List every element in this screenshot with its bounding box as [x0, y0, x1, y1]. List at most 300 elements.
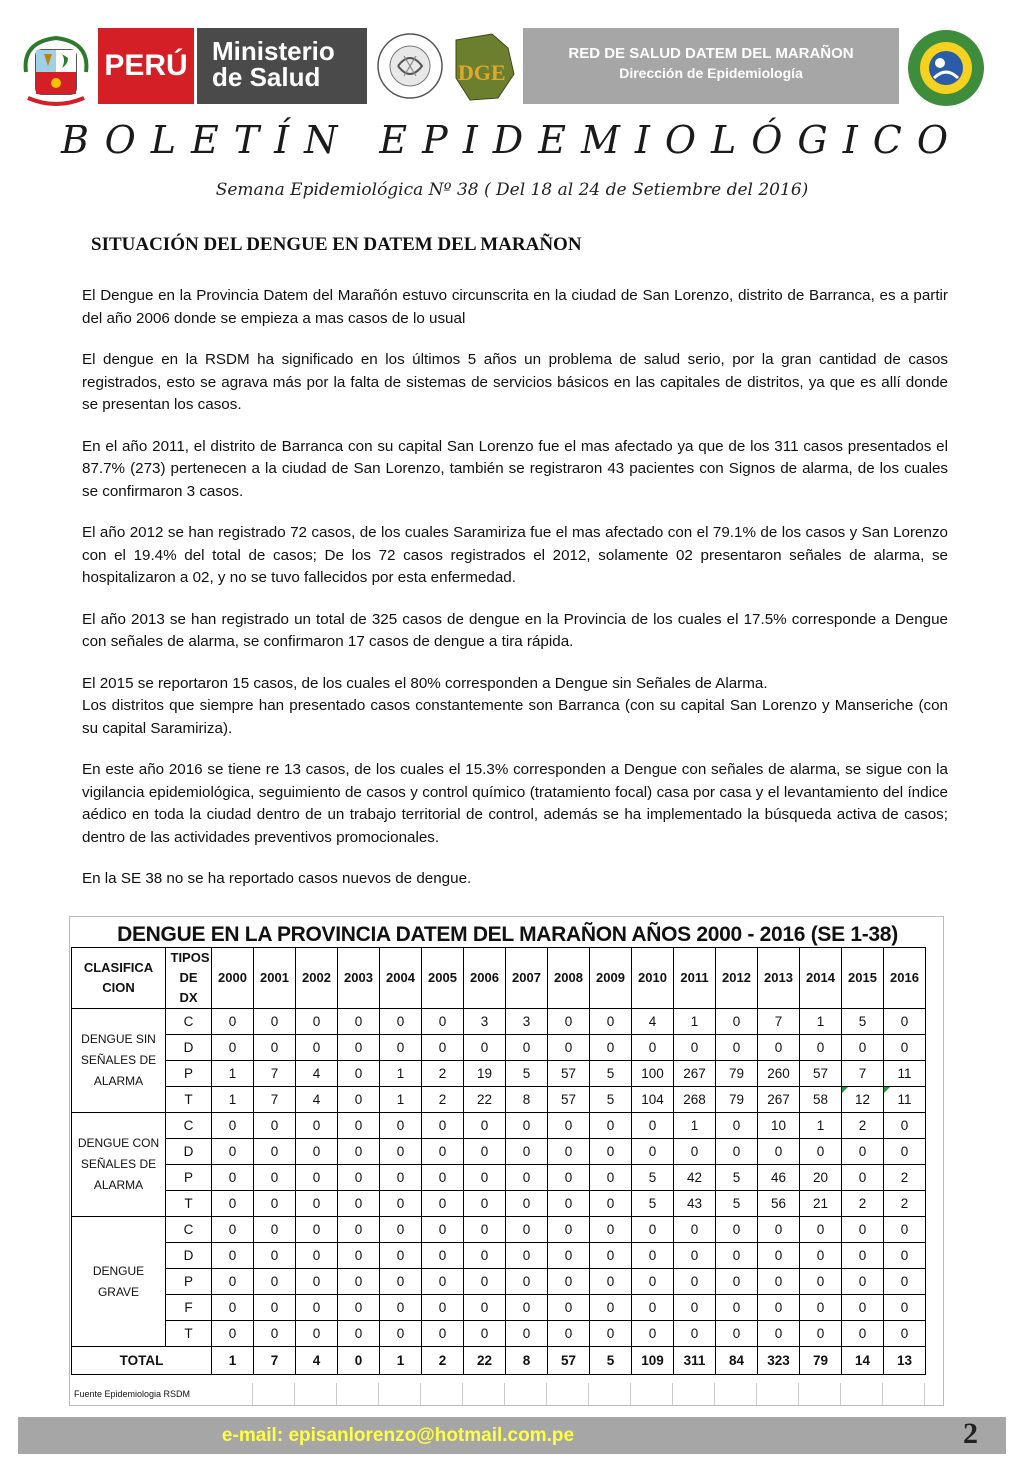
value-cell: 0: [296, 1139, 338, 1165]
total-cell: 5: [590, 1347, 632, 1375]
total-cell: 0: [338, 1347, 380, 1375]
value-cell: 0: [338, 1295, 380, 1321]
red-de-salud-banner: [523, 28, 899, 104]
year-header: 2002: [296, 948, 338, 1009]
value-cell: 0: [548, 1217, 590, 1243]
value-cell: 0: [380, 1217, 422, 1243]
value-cell: 0: [338, 1243, 380, 1269]
value-cell: 0: [338, 1321, 380, 1347]
value-cell: 58: [800, 1087, 842, 1113]
value-cell: 0: [422, 1035, 464, 1061]
value-cell: 0: [464, 1243, 506, 1269]
tipo-cell: D: [166, 1139, 212, 1165]
value-cell: 0: [548, 1139, 590, 1165]
paragraph: El 2015 se reportaron 15 casos, de los cuales el 80% corresponden a Dengue sin Señales de Alarma.: [82, 674, 768, 692]
value-cell: 0: [422, 1217, 464, 1243]
value-cell: 4: [296, 1087, 338, 1113]
value-cell: 0: [758, 1139, 800, 1165]
value-cell: 0: [422, 1165, 464, 1191]
value-cell: 0: [842, 1035, 884, 1061]
value-cell: 1: [674, 1009, 716, 1035]
table-row: [72, 1269, 926, 1295]
value-cell: 1: [212, 1061, 254, 1087]
total-cell: 311: [674, 1347, 716, 1375]
total-cell: 57: [548, 1347, 590, 1375]
value-cell: 0: [842, 1243, 884, 1269]
value-cell: 0: [758, 1295, 800, 1321]
year-header: 2015: [842, 948, 884, 1009]
value-cell: 0: [338, 1009, 380, 1035]
value-cell: 0: [422, 1139, 464, 1165]
year-header: 2005: [422, 948, 464, 1009]
value-cell: 0: [716, 1217, 758, 1243]
value-cell: 0: [506, 1113, 548, 1139]
year-header: 2010: [632, 948, 674, 1009]
header: [0, 18, 1024, 118]
minsa-label-1: Ministerio: [212, 36, 335, 66]
value-cell: 0: [212, 1035, 254, 1061]
value-cell: 0: [548, 1113, 590, 1139]
value-cell: 0: [842, 1269, 884, 1295]
value-cell: 42: [674, 1165, 716, 1191]
value-cell: 0: [380, 1035, 422, 1061]
value-cell: 0: [296, 1165, 338, 1191]
source-grid-line: [211, 1383, 253, 1405]
value-cell: 2: [884, 1165, 926, 1191]
value-cell: 260: [758, 1061, 800, 1087]
value-cell: 0: [380, 1295, 422, 1321]
value-cell: 0: [212, 1113, 254, 1139]
value-cell: 0: [716, 1035, 758, 1061]
value-cell: 0: [254, 1295, 296, 1321]
table-row: [72, 1035, 926, 1061]
value-cell: 43: [674, 1191, 716, 1217]
value-cell: 0: [506, 1165, 548, 1191]
value-cell: 0: [254, 1009, 296, 1035]
value-cell: 0: [716, 1113, 758, 1139]
year-header: 2007: [506, 948, 548, 1009]
value-cell: 0: [380, 1139, 422, 1165]
peru-logo: [98, 28, 194, 104]
value-cell: 0: [884, 1243, 926, 1269]
value-cell: 1: [212, 1087, 254, 1113]
value-cell: 5: [590, 1061, 632, 1087]
peru-label: PERÚ: [104, 49, 188, 82]
value-cell: 0: [548, 1243, 590, 1269]
value-cell: 0: [590, 1009, 632, 1035]
value-cell: 7: [254, 1087, 296, 1113]
dge-text: DGE: [458, 60, 506, 85]
value-cell: 0: [674, 1217, 716, 1243]
source-grid-line: [631, 1383, 673, 1405]
value-cell: 0: [464, 1321, 506, 1347]
value-cell: 21: [800, 1191, 842, 1217]
table-header-row: [72, 948, 926, 1009]
value-cell: 0: [590, 1295, 632, 1321]
value-cell: 0: [338, 1113, 380, 1139]
total-cell: 2: [422, 1347, 464, 1375]
value-cell: 0: [380, 1243, 422, 1269]
total-cell: 109: [632, 1347, 674, 1375]
value-cell: 12: [842, 1087, 884, 1113]
paragraph: Los distritos que siempre han presentado casos constantemente son Barranca (con su capital San Lorenzo y Manseriche (con su capital Saramiriza).: [82, 697, 948, 737]
table-row: [72, 1191, 926, 1217]
ministerio-de-salud-logo: [197, 28, 367, 104]
value-cell: 0: [674, 1269, 716, 1295]
tipo-cell: T: [166, 1321, 212, 1347]
value-cell: 7: [254, 1061, 296, 1087]
value-cell: 0: [548, 1165, 590, 1191]
table-row: [72, 1295, 926, 1321]
dengue-cases-table: [71, 947, 926, 1375]
paragraph: El año 2013 se han registrado un total de 325 casos de dengue en la Provincia de los cuales el 17.5% corresponde a Dengue con señales de alarma, se confirmaron 17 casos de dengue a tira rápida.: [82, 610, 948, 650]
value-cell: 0: [800, 1139, 842, 1165]
value-cell: 0: [254, 1191, 296, 1217]
value-cell: 0: [758, 1243, 800, 1269]
value-cell: 0: [212, 1295, 254, 1321]
value-cell: 5: [590, 1087, 632, 1113]
value-cell: 0: [548, 1035, 590, 1061]
tipo-cell: T: [166, 1087, 212, 1113]
value-cell: 1: [800, 1009, 842, 1035]
tipo-cell: C: [166, 1009, 212, 1035]
value-cell: 0: [254, 1217, 296, 1243]
value-cell: 0: [338, 1035, 380, 1061]
value-cell: 79: [716, 1087, 758, 1113]
value-cell: 0: [212, 1165, 254, 1191]
value-cell: 0: [506, 1139, 548, 1165]
total-cell: 1: [212, 1347, 254, 1375]
footer: [18, 1417, 1006, 1454]
peru-coat-of-arms-logo: [18, 32, 94, 112]
table-row: [72, 1217, 926, 1243]
value-cell: 7: [842, 1061, 884, 1087]
value-cell: 267: [674, 1061, 716, 1087]
value-cell: 0: [296, 1217, 338, 1243]
value-cell: 3: [506, 1009, 548, 1035]
value-cell: 0: [380, 1191, 422, 1217]
value-cell: 20: [800, 1165, 842, 1191]
table-title: DENGUE EN LA PROVINCIA DATEM DEL MARAÑON AÑOS 2000 - 2016 (SE 1-38): [117, 923, 898, 946]
value-cell: 0: [800, 1243, 842, 1269]
value-cell: 0: [338, 1165, 380, 1191]
table-row: [72, 1061, 926, 1087]
bulletin-title: BOLETÍN EPIDEMIOLÓGICO: [60, 118, 964, 162]
header-clasificacion: [72, 948, 166, 1009]
value-cell: 0: [548, 1009, 590, 1035]
value-cell: 267: [758, 1087, 800, 1113]
year-header: 2013: [758, 948, 800, 1009]
value-cell: 0: [590, 1269, 632, 1295]
value-cell: 0: [884, 1139, 926, 1165]
value-cell: 19: [464, 1061, 506, 1087]
value-cell: 0: [842, 1139, 884, 1165]
value-cell: 7: [758, 1009, 800, 1035]
value-cell: 57: [800, 1061, 842, 1087]
value-cell: 0: [674, 1035, 716, 1061]
value-cell: 0: [674, 1243, 716, 1269]
tipo-cell: C: [166, 1113, 212, 1139]
value-cell: 56: [758, 1191, 800, 1217]
value-cell: 0: [716, 1321, 758, 1347]
value-cell: 0: [632, 1113, 674, 1139]
value-cell: 0: [296, 1113, 338, 1139]
value-cell: 0: [590, 1139, 632, 1165]
value-cell: 0: [506, 1217, 548, 1243]
value-cell: 0: [716, 1009, 758, 1035]
value-cell: 0: [380, 1165, 422, 1191]
year-header: 2016: [884, 948, 926, 1009]
year-header: 2003: [338, 948, 380, 1009]
header-clasificacion-label: CLASIFICACION: [83, 960, 154, 995]
total-cell: 1: [380, 1347, 422, 1375]
value-cell: 0: [758, 1035, 800, 1061]
value-cell: 0: [422, 1269, 464, 1295]
value-cell: 0: [212, 1191, 254, 1217]
value-cell: 0: [548, 1295, 590, 1321]
year-header: 2008: [548, 948, 590, 1009]
value-cell: 1: [380, 1061, 422, 1087]
value-cell: 0: [548, 1321, 590, 1347]
value-cell: 0: [254, 1165, 296, 1191]
minsa-label-2: de Salud: [212, 62, 321, 92]
value-cell: 0: [296, 1321, 338, 1347]
value-cell: 0: [506, 1243, 548, 1269]
value-cell: 0: [422, 1191, 464, 1217]
value-cell: 0: [842, 1165, 884, 1191]
total-cell: 22: [464, 1347, 506, 1375]
value-cell: 0: [464, 1113, 506, 1139]
tipo-cell: F: [166, 1295, 212, 1321]
header-tipos: [166, 948, 212, 1009]
value-cell: 5: [716, 1191, 758, 1217]
value-cell: 46: [758, 1165, 800, 1191]
source-grid-line: [883, 1383, 925, 1405]
value-cell: 5: [506, 1061, 548, 1087]
value-cell: 0: [800, 1295, 842, 1321]
value-cell: 0: [842, 1217, 884, 1243]
value-cell: 0: [338, 1217, 380, 1243]
value-cell: 0: [296, 1243, 338, 1269]
value-cell: 268: [674, 1087, 716, 1113]
value-cell: 0: [212, 1139, 254, 1165]
table-row: [72, 1087, 926, 1113]
value-cell: 0: [506, 1035, 548, 1061]
value-cell: 0: [506, 1295, 548, 1321]
group-label: DENGUE GRAVE: [72, 1217, 166, 1347]
table-source: Fuente Epidemiologia RSDM: [74, 1389, 191, 1399]
value-cell: 0: [254, 1113, 296, 1139]
value-cell: 2: [422, 1087, 464, 1113]
value-cell: 0: [758, 1321, 800, 1347]
value-cell: 0: [758, 1217, 800, 1243]
total-cell: 7: [254, 1347, 296, 1375]
value-cell: 5: [842, 1009, 884, 1035]
value-cell: 0: [716, 1243, 758, 1269]
value-cell: 0: [464, 1295, 506, 1321]
value-cell: 0: [590, 1321, 632, 1347]
year-header: 2011: [674, 948, 716, 1009]
value-cell: 5: [716, 1165, 758, 1191]
value-cell: 0: [632, 1035, 674, 1061]
value-cell: 0: [632, 1295, 674, 1321]
table-source-row: [71, 1383, 944, 1405]
value-cell: 104: [632, 1087, 674, 1113]
value-cell: 0: [632, 1269, 674, 1295]
value-cell: 11: [884, 1061, 926, 1087]
value-cell: 0: [716, 1139, 758, 1165]
page-number: 2: [963, 1417, 978, 1450]
value-cell: 2: [842, 1191, 884, 1217]
value-cell: 0: [506, 1191, 548, 1217]
source-grid-line: [505, 1383, 547, 1405]
value-cell: 0: [296, 1009, 338, 1035]
value-cell: 0: [380, 1321, 422, 1347]
value-cell: 1: [674, 1113, 716, 1139]
value-cell: 0: [254, 1243, 296, 1269]
value-cell: 0: [422, 1321, 464, 1347]
value-cell: 0: [800, 1321, 842, 1347]
value-cell: 0: [380, 1269, 422, 1295]
value-cell: 0: [296, 1191, 338, 1217]
value-cell: 0: [464, 1269, 506, 1295]
value-cell: 0: [338, 1191, 380, 1217]
table-row: [72, 1139, 926, 1165]
source-grid-line: [841, 1383, 883, 1405]
source-grid-line: [673, 1383, 715, 1405]
source-grid-line: [547, 1383, 589, 1405]
value-cell: 0: [758, 1269, 800, 1295]
source-grid-line: [337, 1383, 379, 1405]
value-cell: 1: [380, 1087, 422, 1113]
tipo-cell: T: [166, 1191, 212, 1217]
renace-logo: [374, 26, 446, 110]
value-cell: 0: [212, 1321, 254, 1347]
value-cell: 0: [338, 1269, 380, 1295]
value-cell: 0: [590, 1217, 632, 1243]
value-cell: 5: [632, 1165, 674, 1191]
value-cell: 0: [254, 1269, 296, 1295]
source-grid-line: [379, 1383, 421, 1405]
total-cell: 323: [758, 1347, 800, 1375]
source-grid-line: [295, 1383, 337, 1405]
paragraph: El dengue en la RSDM ha significado en los últimos 5 años un problema de salud serio, por la gran cantidad de casos registrados, esto se agrava más por la falta de sistemas de servicios básicos en las capitales de distritos, ya que es allí donde se presentan los casos.: [82, 351, 948, 413]
tipo-cell: P: [166, 1269, 212, 1295]
value-cell: 0: [590, 1165, 632, 1191]
value-cell: 4: [632, 1009, 674, 1035]
value-cell: 0: [884, 1035, 926, 1061]
dengue-table-panel: [69, 916, 944, 1406]
value-cell: 0: [422, 1243, 464, 1269]
value-cell: 0: [884, 1009, 926, 1035]
value-cell: 57: [548, 1087, 590, 1113]
value-cell: 0: [464, 1139, 506, 1165]
table-total-row: [72, 1347, 926, 1375]
paragraph: En el año 2011, el distrito de Barranca con su capital San Lorenzo fue el mas afectado ya que de los 311 casos presentados el 87.7% (273) pertenecen a la ciudad de San Lorenzo, también se registraron 43 pacientes con Signos de alarma, de los cuales se confirmaron 3 casos.: [82, 437, 948, 500]
value-cell: 0: [464, 1191, 506, 1217]
group-label: DENGUE SIN SEÑALES DE ALARMA: [72, 1009, 166, 1113]
value-cell: 0: [212, 1009, 254, 1035]
source-grid-line: [589, 1383, 631, 1405]
table-row: [72, 1009, 926, 1035]
value-cell: 4: [296, 1061, 338, 1087]
bulletin-subtitle: Semana Epidemiológica Nº 38 ( Del 18 al 24 de Setiembre del 2016): [215, 180, 809, 200]
paragraph: En este año 2016 se tiene re 13 casos, de los cuales el 15.3% corresponden a Dengue con señales de alarma, se sigue con la vigilancia epidemiológica, seguimiento de casos y control químico (tratamiento focal) casa por casa y el levantamiento del índice aédico en toda la ciudad dentro de un trabajo territorial de control, además se ha implementado la búsqueda activa de casos; dentro de las actividades preventivos promocionales.: [82, 761, 948, 846]
value-cell: 0: [464, 1217, 506, 1243]
source-grid-line: [757, 1383, 799, 1405]
total-cell: 13: [884, 1347, 926, 1375]
value-cell: 0: [296, 1295, 338, 1321]
total-cell: 14: [842, 1347, 884, 1375]
value-cell: 0: [338, 1061, 380, 1087]
value-cell: 0: [422, 1295, 464, 1321]
value-cell: 0: [842, 1295, 884, 1321]
value-cell: 0: [506, 1321, 548, 1347]
source-grid-line: [799, 1383, 841, 1405]
year-header: 2001: [254, 948, 296, 1009]
source-grid-line: [463, 1383, 505, 1405]
source-grid-line: [421, 1383, 463, 1405]
value-cell: 0: [590, 1191, 632, 1217]
contact-email[interactable]: e-mail: episanlorenzo@hotmail.com.pe: [221, 1425, 575, 1446]
value-cell: 10: [758, 1113, 800, 1139]
total-cell: 84: [716, 1347, 758, 1375]
value-cell: 0: [800, 1269, 842, 1295]
value-cell: 100: [632, 1061, 674, 1087]
value-cell: 0: [338, 1139, 380, 1165]
value-cell: 22: [464, 1087, 506, 1113]
value-cell: 0: [842, 1321, 884, 1347]
value-cell: 0: [464, 1035, 506, 1061]
year-header: 2012: [716, 948, 758, 1009]
value-cell: 0: [422, 1009, 464, 1035]
value-cell: 0: [506, 1269, 548, 1295]
tipo-cell: P: [166, 1061, 212, 1087]
value-cell: 0: [632, 1321, 674, 1347]
paragraph: El Dengue en la Provincia Datem del Marañón estuvo circunscrita en la ciudad de San Lorenzo, distrito de Barranca, es a partir del año 2006 donde se empieza a mas casos de lo usual: [82, 287, 948, 327]
value-cell: 0: [674, 1295, 716, 1321]
value-cell: 3: [464, 1009, 506, 1035]
value-cell: 11: [884, 1087, 926, 1113]
tipo-cell: D: [166, 1243, 212, 1269]
dge-logo: [446, 28, 522, 108]
value-cell: 0: [632, 1217, 674, 1243]
total-cell: 79: [800, 1347, 842, 1375]
year-header: 2006: [464, 948, 506, 1009]
table-row: [72, 1321, 926, 1347]
value-cell: 0: [212, 1243, 254, 1269]
value-cell: 0: [296, 1035, 338, 1061]
value-cell: 0: [296, 1269, 338, 1295]
value-cell: 1: [800, 1113, 842, 1139]
value-cell: 0: [884, 1321, 926, 1347]
value-cell: 2: [842, 1113, 884, 1139]
value-cell: 0: [548, 1269, 590, 1295]
red-datem-logo: [906, 28, 986, 108]
total-cell: 8: [506, 1347, 548, 1375]
value-cell: 0: [632, 1243, 674, 1269]
value-cell: 0: [464, 1165, 506, 1191]
table-row: [72, 1165, 926, 1191]
value-cell: 0: [674, 1139, 716, 1165]
tipo-cell: P: [166, 1165, 212, 1191]
value-cell: 0: [716, 1269, 758, 1295]
value-cell: 0: [590, 1113, 632, 1139]
value-cell: 79: [716, 1061, 758, 1087]
value-cell: 0: [590, 1243, 632, 1269]
body-text: [82, 285, 948, 910]
value-cell: 2: [884, 1191, 926, 1217]
